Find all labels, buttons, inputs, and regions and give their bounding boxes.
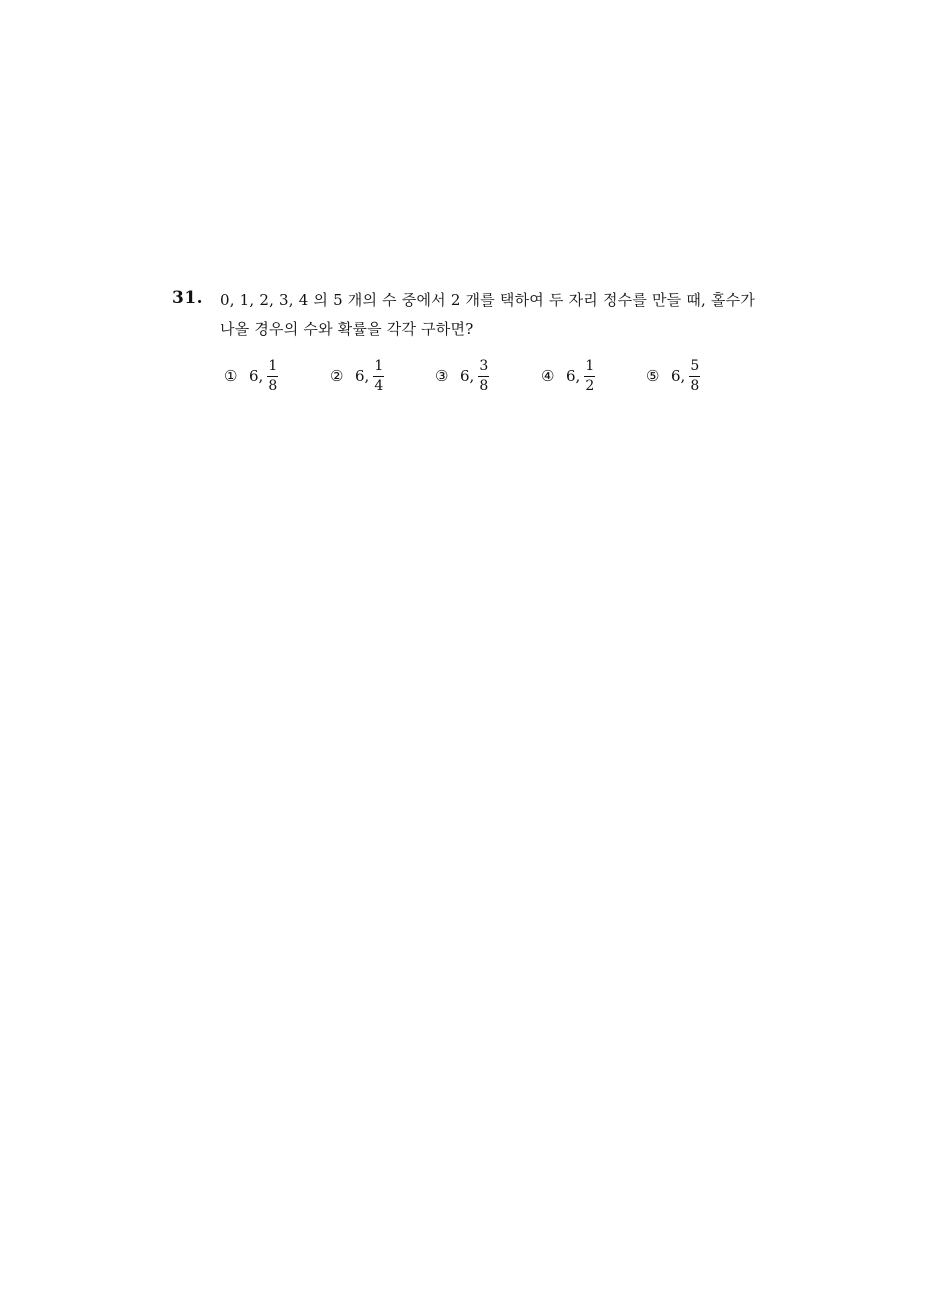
choice-marker: ① (224, 367, 238, 385)
choice-fraction (478, 358, 489, 395)
choice-2[interactable] (330, 355, 384, 397)
choice-4[interactable] (541, 355, 595, 397)
question-line-1: 0, 1, 2, 3, 4 의 5 개의 수 중에서 2 개를 택하여 두 자리 정수를 만들 때, 홀수가 (220, 291, 756, 309)
choice-5[interactable] (646, 355, 700, 397)
choice-marker: ③ (435, 367, 449, 385)
fraction-numerator: 1 (585, 357, 595, 374)
fraction-numerator: 5 (690, 357, 700, 374)
question-text (220, 286, 780, 344)
choice-count: 6, (566, 367, 581, 385)
choice-count: 6, (249, 367, 264, 385)
fraction-denominator: 8 (268, 377, 278, 394)
fraction-numerator: 3 (479, 357, 489, 374)
choice-fraction (689, 358, 700, 395)
fraction-denominator: 8 (479, 377, 489, 394)
choice-count: 6, (460, 367, 475, 385)
answer-choices (224, 355, 744, 397)
choice-count: 6, (671, 367, 686, 385)
choice-fraction (373, 358, 384, 395)
question-number: 31. (172, 288, 204, 308)
fraction-denominator: 4 (374, 377, 384, 394)
choice-marker: ⑤ (646, 367, 660, 385)
fraction-denominator: 8 (690, 377, 700, 394)
fraction-bar (267, 376, 278, 377)
fraction-bar (689, 376, 700, 377)
choice-count: 6, (355, 367, 370, 385)
fraction-numerator: 1 (374, 357, 384, 374)
fraction-bar (584, 376, 595, 377)
fraction-numerator: 1 (268, 357, 278, 374)
choice-fraction (267, 358, 278, 395)
choice-fraction (584, 358, 595, 395)
choice-marker: ② (330, 367, 344, 385)
choice-marker: ④ (541, 367, 555, 385)
question-line-2: 나올 경우의 수와 확률을 각각 구하면? (220, 320, 474, 338)
choice-1[interactable] (224, 355, 278, 397)
fraction-bar (478, 376, 489, 377)
choice-3[interactable] (435, 355, 489, 397)
fraction-bar (373, 376, 384, 377)
fraction-denominator: 2 (585, 377, 595, 394)
